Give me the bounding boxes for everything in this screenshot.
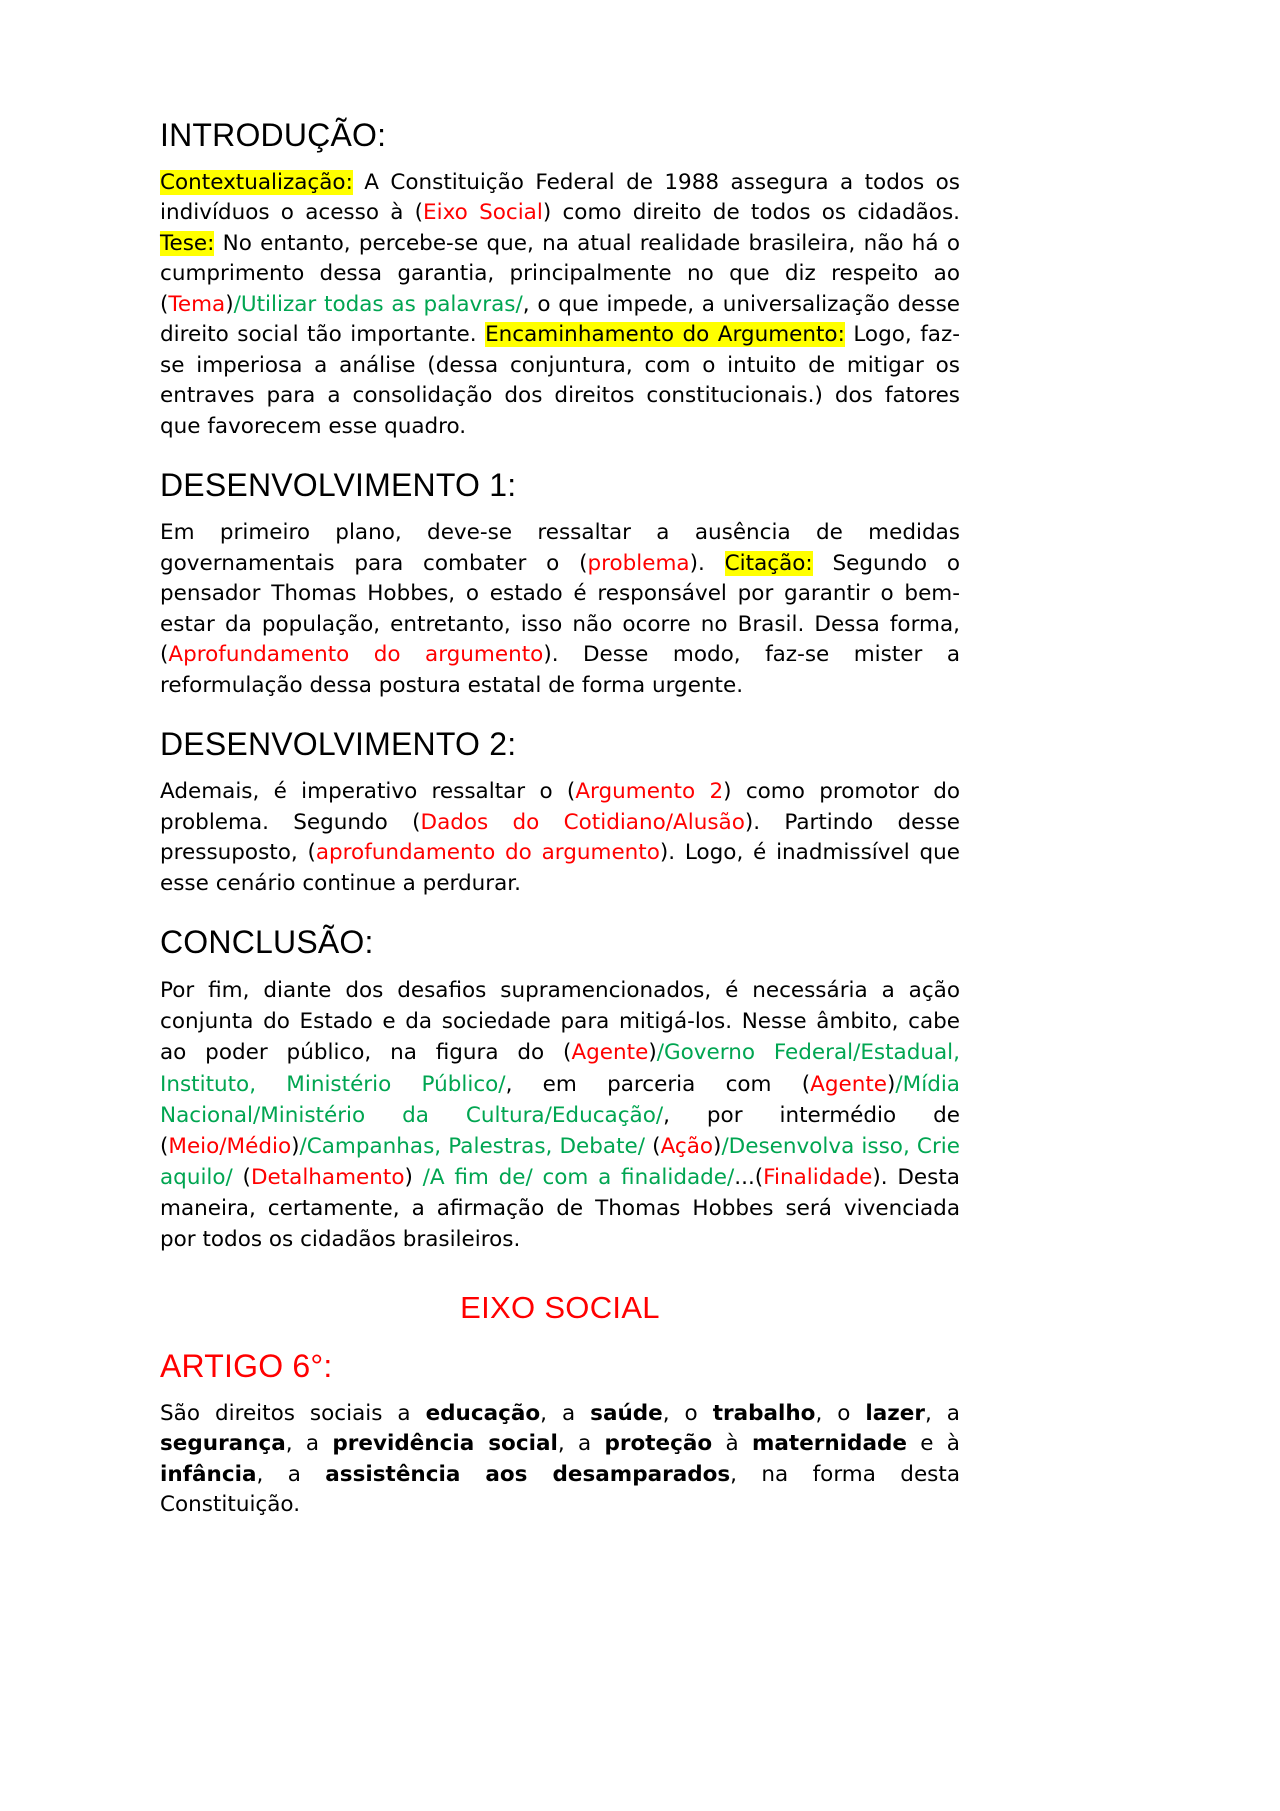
artigo-text-11: , na forma desta Constituição. [160,1461,960,1518]
instruction-utilizar-palavras: /Utilizar todas as palavras/ [233,291,523,317]
intro-text-1: A Constituição Federal de 1988 assegura a todos os indivíduos o acesso à ( [160,169,960,226]
term-protecao: proteção [604,1431,713,1457]
label-citacao: Citação: [724,550,813,576]
dev2-text-2: ) como promotor do problema. Segundo ( [160,779,960,835]
placeholder-acao: Ação [660,1133,714,1159]
concl-text-12: ). Desta maneira, certamente, a afirmação de Thomas Hobbes será vivenciada por todos os cidadãos brasileiros. [160,1165,960,1253]
paragraph-desenvolvimento-2 [160,777,960,899]
instruction-governo: /Governo Federal/Estadual, Instituto, Ministério Público/ [160,1040,960,1097]
artigo-text-10: , a [256,1461,326,1487]
concl-text-7: ( [645,1133,661,1159]
dev2-text-3: ). Partindo desse pressuposto, ( [160,809,961,866]
title-eixo-social: EIXO SOCIAL [460,1289,660,1325]
dev1-text-4: ). Desse modo, faz-se mister a reformulação dessa postura estatal de forma urgente. [160,642,960,698]
placeholder-finalidade: Finalidade [763,1165,873,1191]
concl-text-8: ) [713,1133,722,1159]
intro-text-6: Logo, faz-se imperiosa a análise (dessa conjuntura, com o intuito de mitigar os entraves para a consolidação dos direitos constitucionais.) dos fatores que favorecem esse quadro. [160,322,960,439]
artigo-text-9: e à [906,1431,960,1457]
concl-text-10: ) [404,1165,423,1191]
instruction-campanhas: /Campanhas, Palestras, Debate/ [299,1133,646,1159]
placeholder-detalhamento: Detalhamento [250,1165,405,1191]
instruction-midia: /Mídia Nacional/Ministério da Cultura/Educação/ [160,1071,960,1128]
instruction-a-fim-de: /A fim de/ com a finalidade/ [422,1165,735,1191]
concl-text-3: , em parceria com ( [505,1071,811,1097]
term-maternidade: maternidade [752,1431,907,1457]
term-infancia: infância [160,1461,257,1487]
concl-text-6: ) [291,1133,300,1159]
artigo-text-7: , a [557,1431,605,1457]
term-saude: saúde [590,1400,663,1426]
placeholder-aprofundamento-1: Aprofundamento do argumento [168,642,544,668]
intro-text-4: ) [225,291,234,317]
label-tese: Tese: [160,230,215,256]
dev1-text-3: Segundo o pensador Thomas Hobbes, o estado é responsável por garantir o bem-estar da população, entretanto, isso não ocorre no Brasil. Dessa forma, ( [160,550,960,668]
concl-text-9: ( [232,1165,251,1191]
label-encaminhamento: Encaminhamento do Argumento: [485,322,845,348]
placeholder-meio-medio: Meio/Médio [168,1133,292,1159]
dev1-text-2: ). [689,550,725,576]
heading-introducao: INTRODUÇÃO: [160,117,387,153]
artigo-text-4: , o [815,1400,866,1426]
heading-conclusao: CONCLUSÃO: [160,924,374,961]
heading-artigo-6: ARTIGO 6°: [160,1347,333,1384]
label-contextualizacao: Contextualização: [160,169,353,195]
term-educacao: educação [425,1400,541,1426]
placeholder-agente-2: Agente [810,1071,888,1097]
placeholder-tema: Tema [168,291,226,317]
artigo-text-5: , a [924,1400,960,1426]
term-lazer: lazer [865,1400,925,1426]
paragraph-conclusao [160,975,960,1256]
concl-text-2: ) [648,1040,657,1066]
intro-text-2: ) como direito de todos os cidadãos. [542,200,961,226]
placeholder-eixo-social: Eixo Social [423,200,543,226]
heading-desenvolvimento-1: DESENVOLVIMENTO 1: [160,467,517,504]
paragraph-desenvolvimento-1 [160,518,960,701]
intro-text-3: No entanto, percebe-se que, na atual realidade brasileira, não há o cumprimento dessa garantia, principalmente no que diz respeito ao ( [160,230,960,317]
placeholder-aprofundamento-2: aprofundamento do argumento [315,840,660,866]
artigo-text-3: , o [662,1400,713,1426]
term-assistencia-desamparados: assistência aos desamparados [325,1461,731,1487]
paragraph-introducao [160,168,960,443]
dev1-text-1: Em primeiro plano, deve-se ressaltar a ausência de medidas governamentais para combater o ( [160,520,960,576]
dev2-text-4: ). Logo, é inadmissível que esse cenário continue a perdurar. [160,840,960,896]
document-content [160,118,960,1521]
heading-desenvolvimento-2: DESENVOLVIMENTO 2: [160,726,517,763]
term-seguranca: segurança [160,1431,286,1457]
artigo-text-8: à [712,1431,752,1457]
artigo-text-1: São direitos sociais a [160,1400,426,1426]
term-trabalho: trabalho [712,1400,816,1426]
artigo-text-2: , a [540,1400,591,1426]
concl-text-4: ) [887,1071,896,1097]
placeholder-argumento-2: Argumento 2 [575,779,724,805]
artigo-text-6: , a [285,1431,333,1457]
term-previdencia-social: previdência social [332,1431,558,1457]
placeholder-dados-cotidiano: Dados do Cotidiano/Alusão [420,809,745,835]
instruction-desenvolva: /Desenvolva isso, Crie aquilo/ [160,1133,960,1191]
concl-text-11: ...( [734,1165,764,1191]
concl-text-1: Por fim, diante dos desafios supramencionados, é necessária a ação conjunta do Estado e da sociedade para mitigá-los. Nesse âmbito, cabe ao poder público, na figura do ( [160,978,960,1066]
placeholder-problema: problema [587,550,690,576]
concl-text-5: , por intermédio de ( [160,1102,960,1159]
dev2-text-1: Ademais, é imperativo ressaltar o ( [160,779,576,805]
placeholder-agente-1: Agente [571,1040,649,1066]
paragraph-artigo-6 [160,1399,960,1521]
intro-text-5: , o que impede, a universalização desse direito social tão importante. [160,291,960,348]
